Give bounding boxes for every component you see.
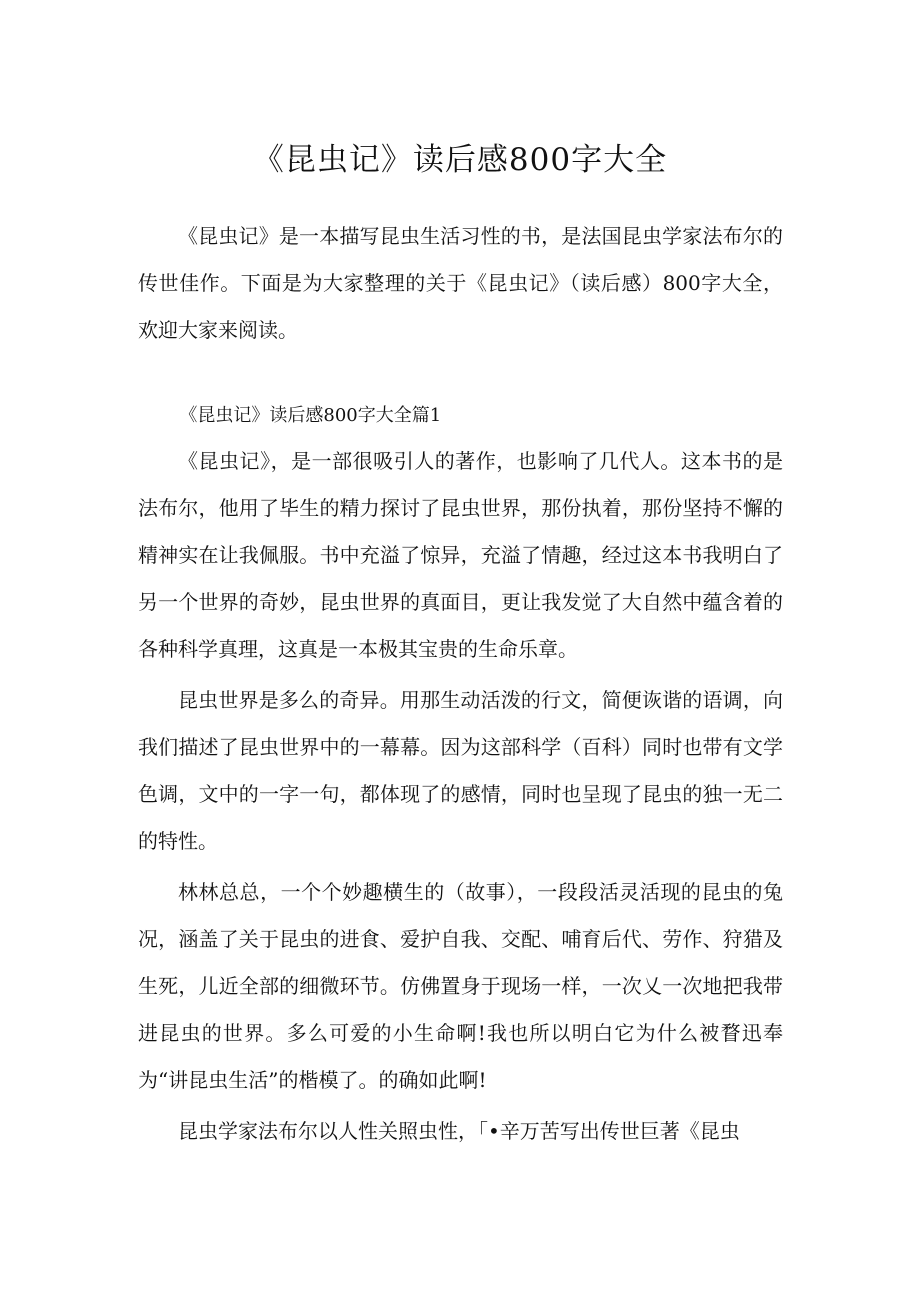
body-paragraph-2: 昆虫世界是多么的奇异。用那生动活泼的行文，简便诙谐的语调，向我们描述了昆虫世界中的一幕幕。因为这部科学（百科）同时也带有文学色调，文中的一字一句，都体现了的感情，同时也呈现了昆虫的独一无二的特性。 <box>138 688 783 853</box>
body-paragraph-3: 林林总总，一个个妙趣横生的（故事），一段段活灵活现的昆虫的兔况，涵盖了关于昆虫的进食、爱护自我、交配、哺育后代、劳作、狩猎及生死，儿近全部的细微环节。仿佛置身于现场一样，一次乂一次地把我带进昆虫的世界。多么可爱的小生命啊!我也所以明白它为什么被瞀迅奉为“讲昆虫生活”的楷模了。的确如此啊! <box>138 880 783 1092</box>
document-title: 《昆虫记》读后感800字大全 <box>252 142 668 178</box>
spacer <box>138 354 783 394</box>
body-paragraph-4: 昆虫学家法布尔以人性关照虫性，「•辛万苦写出传世巨著《昆虫 <box>178 1119 740 1143</box>
document-body <box>138 213 783 1155</box>
body-paragraph-1: 《昆虫记》，是一部很吸引人的著作，也影响了几代人。这本书的是法布尔，他用了毕生的精力探讨了昆虫世界，那份执着，那份坚持不懈的精神实在让我佩服。书中充溢了惊异，充溢了情趣，经过这本书我明白了另一个世界的奇妙，昆虫世界的真面目，更让我发觉了大自然中蕴含着的各种科学真理，这真是一本极其宝贵的生命乐章。 <box>138 449 783 661</box>
intro-paragraph: 《昆虫记》是一本描写昆虫生活习性的书，是法国昆虫学家法布尔的传世佳作。下面是为大家整理的关于《昆虫记》（读后感）800字大全，欢迎大家来阅读。 <box>138 224 783 342</box>
section-title: 《昆虫记》读后感800字大全篇1 <box>179 405 442 426</box>
